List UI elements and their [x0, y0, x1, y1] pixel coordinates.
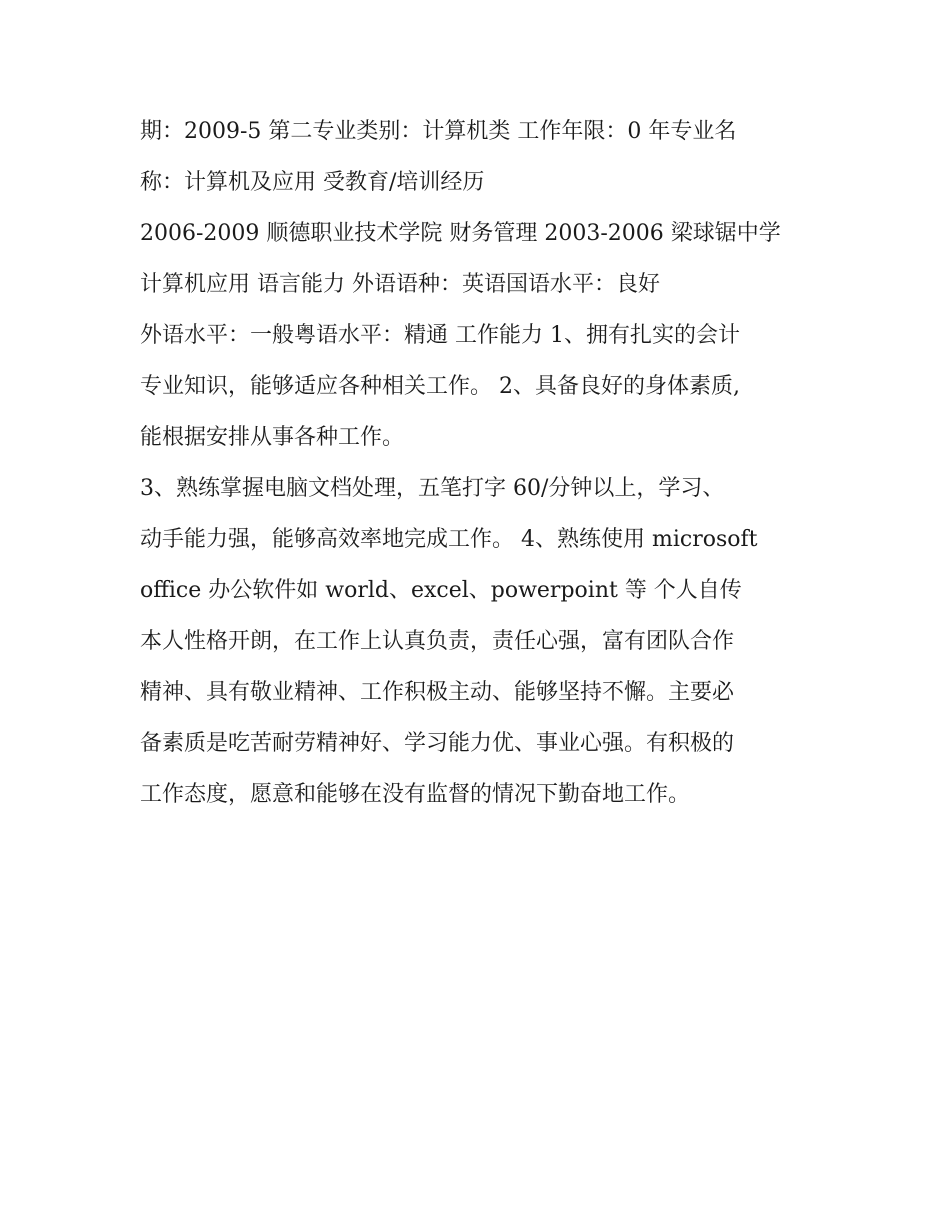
text-line: 备素质是吃苦耐劳精神好、学习能力优、事业心强。有积极的: [140, 731, 735, 756]
text-line: 本人性格开朗，在工作上认真负责，责任心强，富有团队合作: [140, 629, 735, 654]
text-line: 计算机应用 语言能力 外语语种：英语国语水平：良好: [140, 272, 660, 297]
text-line: 专业知识，能够适应各种相关工作。 2、具备良好的身体素质,: [140, 374, 740, 399]
text-line: 能根据安排从事各种工作。: [140, 425, 405, 450]
text-line: 2006-2009 顺德职业技术学院 财务管理 2003-2006 梁球锯中学: [140, 221, 781, 246]
text-line: 外语水平：一般粤语水平：精通 工作能力 1、拥有扎实的会计: [140, 323, 740, 348]
text-line: 3、熟练掌握电脑文档处理，五笔打字 60/分钟以上，学习、: [140, 476, 725, 501]
text-line: 工作态度，愿意和能够在没有监督的情况下勤奋地工作。: [140, 782, 691, 807]
resume-text-block: [140, 106, 820, 820]
text-line: 动手能力强，能够高效率地完成工作。 4、熟练使用 microsoft: [140, 527, 758, 552]
text-line: 精神、具有敬业精神、工作积极主动、能够坚持不懈。主要必: [140, 680, 735, 705]
text-line: office 办公软件如 world、excel、powerpoint 等 个人自传: [140, 578, 742, 603]
text-line: 期：2009-5 第二专业类别：计算机类 工作年限：0 年专业名: [140, 119, 737, 144]
text-line: 称：计算机及应用 受教育/培训经历: [140, 170, 485, 195]
